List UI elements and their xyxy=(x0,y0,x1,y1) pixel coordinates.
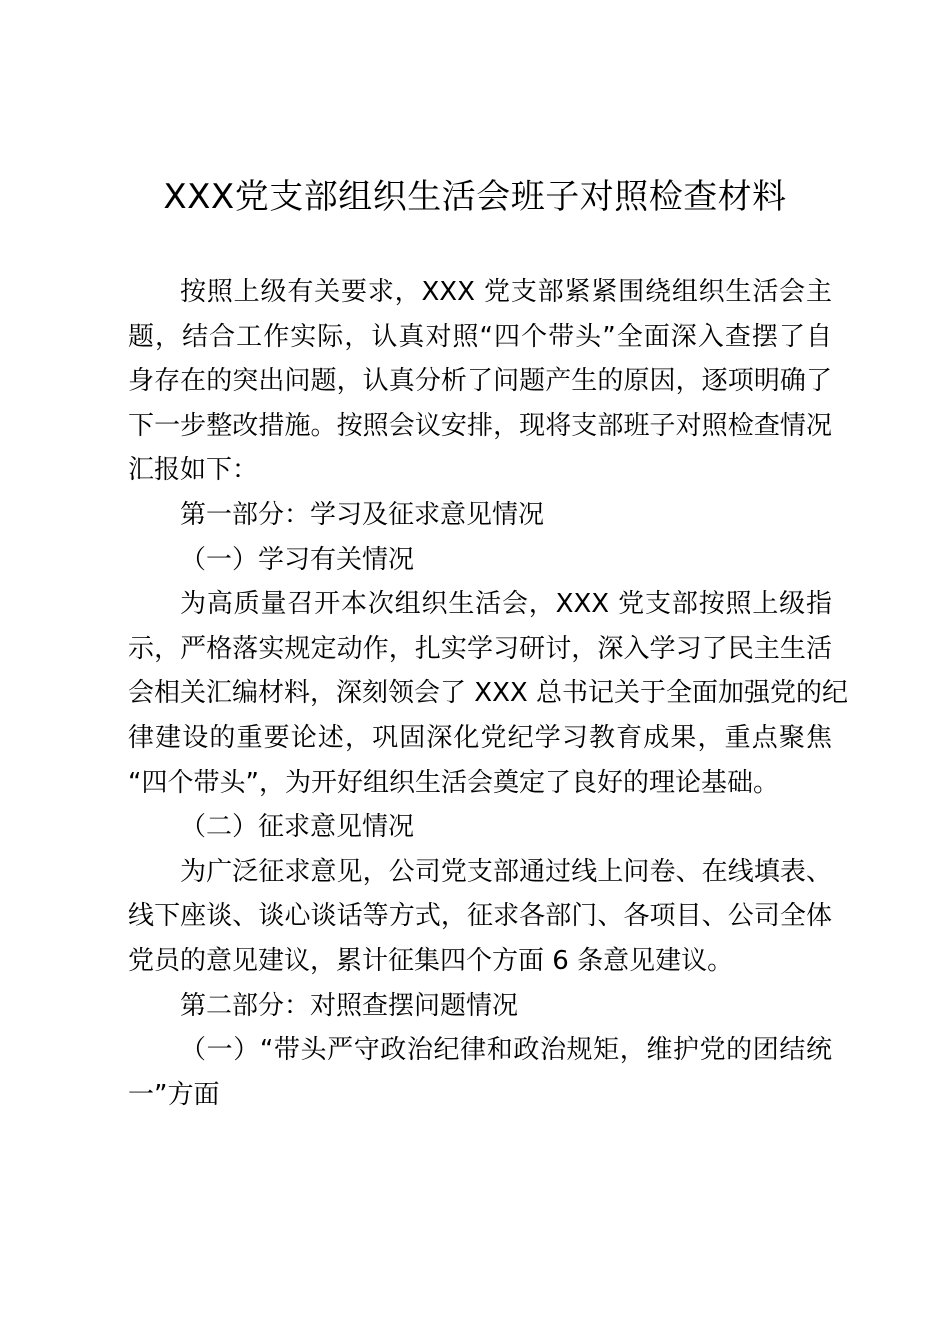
paragraph-line: 线下座谈、谈心谈话等方式，征求各部门、各项目、公司全体 xyxy=(128,901,832,932)
paragraph xyxy=(128,805,832,850)
paragraph-line: 律建设的重要论述，巩固深化党纪学习教育成果，重点聚焦 xyxy=(128,722,832,753)
paragraph-line: 一”方面 xyxy=(128,1079,220,1110)
paragraph xyxy=(128,582,848,805)
paragraph-line: 会相关汇编材料，深刻领会了 XXX 总书记关于全面加强党的纪 xyxy=(128,678,848,709)
paragraph-line: （一）“带头严守政治纪律和政治规矩，维护党的团结统 xyxy=(180,1035,832,1066)
paragraph-line: 第一部分：学习及征求意见情况 xyxy=(180,499,545,530)
document-body xyxy=(128,270,848,1117)
paragraph-line: 按照上级有关要求，XXX 党支部紧紧围绕组织生活会主 xyxy=(180,277,832,307)
paragraph xyxy=(128,984,832,1029)
paragraph-line: 党员的意见建议，累计征集四个方面 6 条意见建议。 xyxy=(128,945,734,976)
paragraph-line: 题，结合工作实际，认真对照“四个带头”全面深入查摆了自 xyxy=(128,321,832,352)
paragraph-line: 示，严格落实规定动作，扎实学习研讨，深入学习了民主生活 xyxy=(128,633,832,664)
paragraph xyxy=(128,850,832,984)
paragraph-line: （一）学习有关情况 xyxy=(180,544,415,575)
paragraph xyxy=(128,493,832,538)
paragraph-line: 汇报如下： xyxy=(128,455,259,486)
paragraph-line: 为广泛征求意见，公司党支部通过线上问卷、在线填表、 xyxy=(180,856,832,887)
paragraph-line: 第二部分：对照查摆问题情况 xyxy=(180,990,519,1021)
paragraph-line: 下一步整改措施。按照会议安排，现将支部班子对照检查情况 xyxy=(128,410,832,441)
paragraph-line: 为高质量召开本次组织生活会，XXX 党支部按照上级指 xyxy=(180,589,832,620)
paragraph xyxy=(128,1028,832,1117)
paragraph-line: 身存在的突出问题，认真分析了问题产生的原因，逐项明确了 xyxy=(128,366,832,397)
paragraph-line: “四个带头”，为开好组织生活会奠定了良好的理论基础。 xyxy=(128,767,779,798)
document-title: XXX党支部组织生活会班子对照检查材料 xyxy=(163,177,787,217)
paragraph-line: （二）征求意见情况 xyxy=(180,812,415,843)
paragraph xyxy=(128,270,832,493)
paragraph xyxy=(128,538,832,583)
